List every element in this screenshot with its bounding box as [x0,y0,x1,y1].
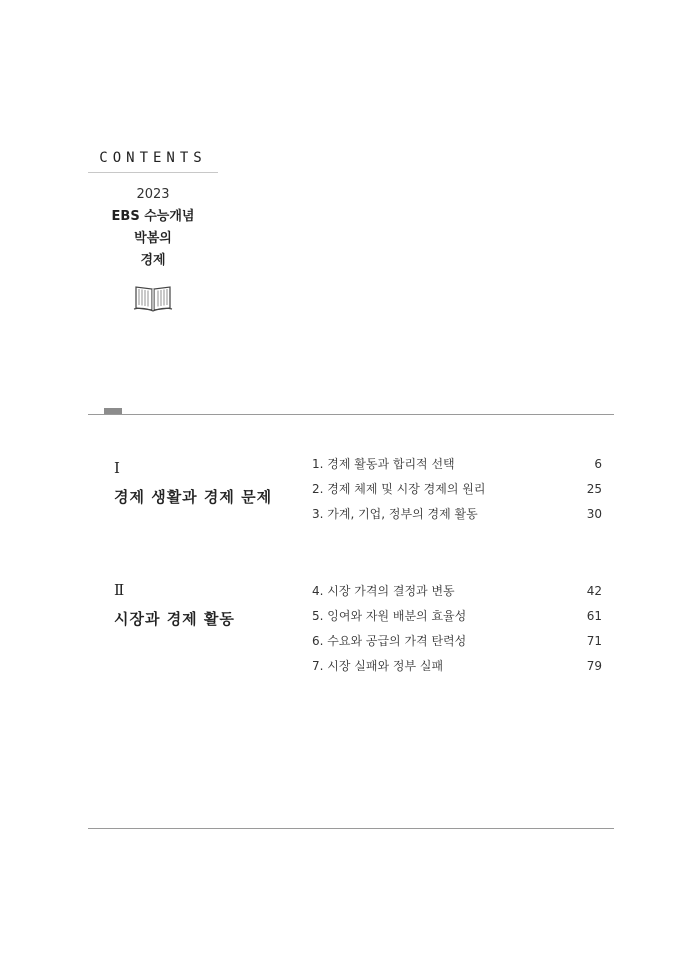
page-number: 71 [586,634,602,648]
toc-entry[interactable] [312,582,602,607]
chapter-title: 1. 경제 활동과 합리적 선택 [312,457,455,471]
page-number: 25 [586,482,602,496]
part-2-heading [114,580,235,629]
part-1-chapter-list [312,455,602,530]
footer-divider [88,828,614,829]
part-2-chapter-list [312,582,602,682]
part-2-title: 시장과 경제 활동 [114,610,235,628]
chapter-title: 5. 잉여와 자원 배분의 효율성 [312,609,467,623]
book-author: 박봄의 [134,231,172,246]
book-subject: 경제 [140,253,166,268]
contents-heading: CONTENTS [99,150,207,166]
toc-entry[interactable] [312,480,602,505]
book-title-block [88,184,218,272]
section-tab-marker [104,408,122,414]
part-1-numeral: Ⅰ [114,459,120,477]
book-series: EBS 수능개념 [111,209,195,224]
chapter-title: 3. 가계, 기업, 정부의 경제 활동 [312,507,478,521]
toc-entry[interactable] [312,657,602,682]
toc-entry[interactable] [312,455,602,480]
section-divider [88,414,614,415]
open-book-icon [133,283,173,313]
contents-divider [88,172,218,173]
page-number: 42 [586,584,602,598]
page-number: 6 [594,457,602,471]
part-1-title: 경제 생활과 경제 문제 [114,488,273,506]
page-number: 61 [586,609,602,623]
page-number: 79 [586,659,602,673]
toc-entry[interactable] [312,607,602,632]
toc-entry[interactable] [312,505,602,530]
chapter-title: 6. 수요와 공급의 가격 탄력성 [312,634,467,648]
toc-entry[interactable] [312,632,602,657]
book-year: 2023 [136,187,170,202]
chapter-title: 7. 시장 실패와 정부 실패 [312,659,444,673]
chapter-title: 2. 경제 체제 및 시장 경제의 원리 [312,482,486,496]
chapter-title: 4. 시장 가격의 결정과 변동 [312,584,455,598]
part-1-heading [114,458,272,507]
part-2-numeral: Ⅱ [114,581,125,599]
page-number: 30 [586,507,602,521]
